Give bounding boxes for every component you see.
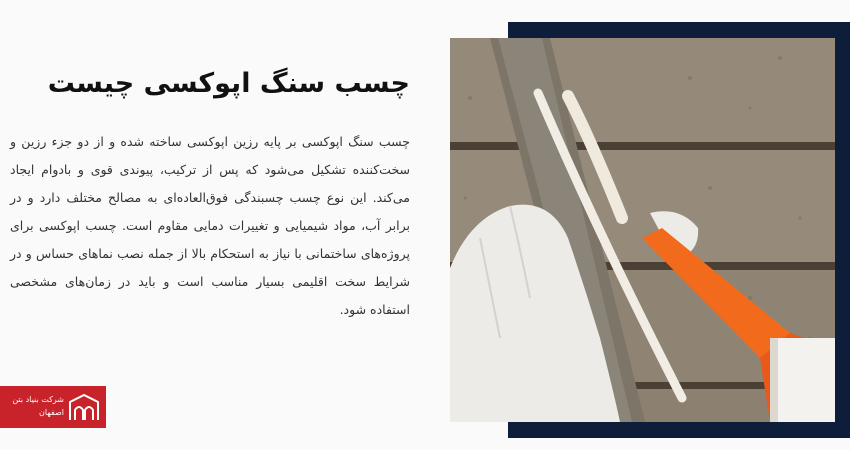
page-title: چسب سنگ اپوکسی چیست [47,68,410,99]
brand-name-line2: اصفهان [38,408,64,417]
brand-name-line1: شرکت بنیاد بتن [12,395,64,404]
building-arches-icon [68,393,100,421]
article-paragraph: چسب سنگ اپوکسی بر پایه رزین اپوکسی ساخته شده و از دو جزء رزین و سخت‌کننده تشکیل می‌شود که پس از ترکیب، پیوندی قوی و بادوام ایجاد می‌کند. این نوع چسب چسبندگی فوق‌العاده‌ای به مصالح مختلف دارد و در برابر آب، مواد شیمیایی و تغییرات دمایی مقاوم است. چسب اپوکسی برای پروژه‌های ساختمانی با نیاز به استحکام بالا از جمله نصب نماهای حساس و در شرایط سخت اقلیمی بسیار مناسب است و باید در زمان‌های مشخصی استفاده شود. [10,134,410,317]
epoxy-application-illustration [450,38,835,422]
brand-logo [0,386,106,428]
epoxy-application-photo [450,38,835,422]
